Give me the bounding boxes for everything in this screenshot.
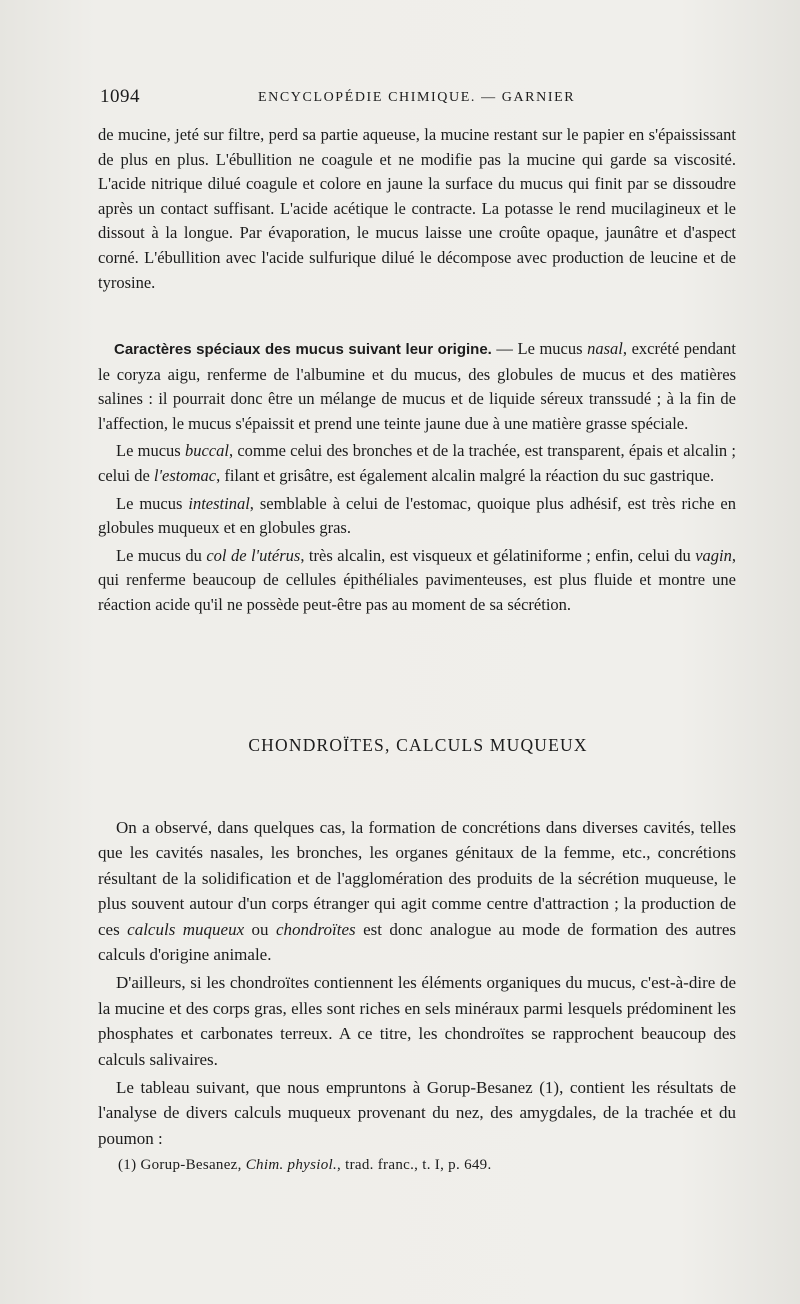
text-run: Le mucus bbox=[517, 339, 588, 358]
subheading-dash: — bbox=[491, 339, 518, 358]
italic-term: Chim. physiol. bbox=[245, 1157, 338, 1173]
running-head: ENCYCLOPÉDIE CHIMIQUE. — GARNIER bbox=[258, 90, 576, 105]
text-run: Le mucus bbox=[116, 441, 185, 461]
text-run: On a observé, dans quelques cas, la formation de concrétions dans diverses cavités, telles que les cavités nasales, les bronches, les organes génitaux de la femme, etc., concrétions résultant de la solidification et de l'agglomération des produits de la sécrétion muqueuse, le plus souvent autour d'un corps étranger qui agit comme centre d'attraction ; la production de ces bbox=[98, 818, 736, 939]
italic-term: l'estomac bbox=[153, 465, 217, 485]
italic-term: calculs muqueux bbox=[127, 919, 245, 939]
italic-term: chondroïtes bbox=[276, 919, 356, 939]
text-run: , filant et grisâtre, est également alcalin malgré la réaction du suc gastrique. bbox=[216, 465, 715, 485]
calculs-paragraph-1 bbox=[98, 815, 736, 967]
mucus-uterus-paragraph bbox=[98, 544, 736, 618]
calculs-section bbox=[98, 815, 736, 1154]
text-run: , excrété pendant le coryza aigu, renferme de l'albumine et du mucus, des globules de mucus et des matières salines : il pourrait donc être un mélange de mucus et de liquide séreux transsudé ; à la fin de l'affection, le mucus s'épaissit et prend une teinte jaune due à une matière grasse spéciale. bbox=[98, 339, 737, 433]
intro-paragraph: de mucine, jeté sur filtre, perd sa partie aqueuse, la mucine restant sur le papier en s'épaississant de plus en plus. L'ébullition ne coagule et ne modifie pas la mucine qui garde sa viscosité. L'acide nitrique dilué coagule et colore en jaune la surface du mucus qui finit par se dissoudre après un contact suffisant. L'acide acétique le contracte. La potasse le rend mucilagineux et le dissout à la longue. Par évaporation, le mucus laisse une croûte opaque, jaunâtre et d'aspect corné. L'ébullition avec l'acide sulfurique dilué le décompose avec production de leucine et de tyrosine. bbox=[98, 125, 736, 292]
text-run: Le mucus bbox=[116, 493, 189, 513]
text-run: ou bbox=[244, 919, 276, 939]
text-run: est donc analogue au mode de formation des autres calculs d'origine animale. bbox=[98, 919, 737, 965]
text-run: (1) Gorup-Besanez, bbox=[118, 1157, 246, 1173]
italic-term: col de l'utérus bbox=[206, 545, 301, 565]
mucus-buccal-paragraph bbox=[98, 439, 736, 488]
italic-term: nasal bbox=[587, 339, 623, 358]
text-run: , très alcalin, est visqueux et gélatiniforme ; enfin, celui du bbox=[300, 545, 696, 565]
text-run: , comme celui des bronches et de la trachée, est transparent, épais et alcalin ; celui de bbox=[98, 441, 736, 485]
page-number: 1094 bbox=[100, 86, 140, 107]
mucus-section-subheading: Caractères spéciaux des mucus suivant leur origine. bbox=[114, 341, 492, 358]
italic-term: intestinal bbox=[188, 493, 250, 513]
section-title: CHONDROÏTES, CALCULS MUQUEUX bbox=[248, 735, 588, 755]
mucus-intestinal-paragraph bbox=[98, 492, 736, 541]
italic-term: vagin bbox=[695, 545, 732, 565]
text-run: , qui renferme beaucoup de cellules épithéliales pavimenteuses, est plus fluide et montre une réaction acide qu'il ne possède peut-être pas au moment de sa sécrétion. bbox=[98, 545, 737, 614]
mucus-characteristics-section bbox=[98, 337, 736, 621]
page-header bbox=[100, 86, 740, 110]
calculs-paragraph-3: Le tableau suivant, que nous empruntons à Gorup-Besanez (1), contient les résultats de l'analyse de divers calculs muqueux provenant du nez, des amygdales, de la trachée et du poumon : bbox=[98, 1078, 736, 1148]
calculs-paragraph-2: D'ailleurs, si les chondroïtes contiennent les éléments organiques du mucus, c'est-à-dire de la mucine et des corps gras, elles sont riches en sels minéraux parmi lesquels prédominent les phosphates et carbonates terreux. A ce titre, les chondroïtes se rapprochent beaucoup des calculs salivaires. bbox=[98, 973, 736, 1069]
text-run: Le mucus du bbox=[116, 545, 207, 565]
italic-term: buccal bbox=[184, 441, 229, 461]
text-run: , semblable à celui de l'estomac, quoique plus adhésif, est très riche en globules muqueux et en globules gras. bbox=[98, 493, 736, 538]
footnote bbox=[118, 1157, 738, 1174]
text-run: , trad. franc., t. I, p. 649. bbox=[337, 1157, 492, 1173]
intro-paragraph-block bbox=[98, 123, 736, 295]
mucus-nasal-paragraph bbox=[98, 337, 736, 436]
